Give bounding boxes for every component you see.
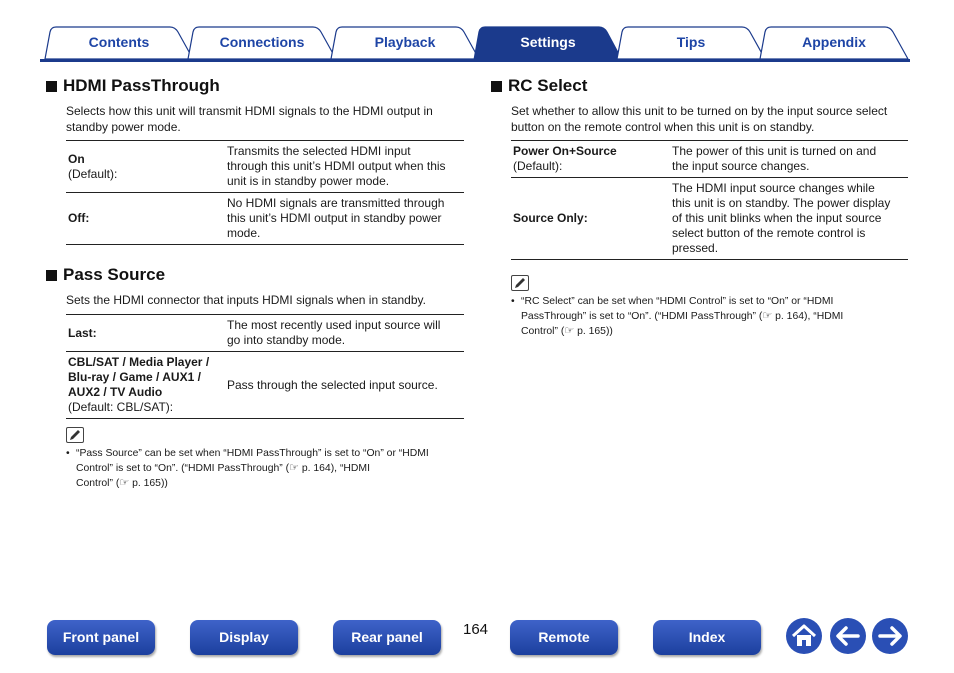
note-line: “RC Select” can be set when “HDMI Control” is set to “On” or “HDMI: [521, 296, 834, 307]
pencil-note-icon: [66, 427, 84, 443]
tab-connections[interactable]: [187, 26, 337, 60]
pass-source-title: Pass Source: [63, 265, 166, 284]
pointing-hand-icon: ☞: [564, 325, 575, 337]
tab-settings[interactable]: [473, 26, 623, 60]
value-line: The most recently used input source will: [227, 318, 441, 332]
bullet: •: [66, 448, 70, 459]
option-name: On: [68, 151, 85, 166]
tab-contents-label: Contents: [88, 34, 150, 50]
tab-underline: [40, 59, 910, 62]
tab-contents[interactable]: [44, 26, 194, 60]
pass-source-heading: [46, 265, 165, 285]
hdmi-passthrough-description: [66, 103, 466, 135]
bullet: •: [511, 296, 515, 307]
desc-line: button on the remote control when this unit is on standby.: [511, 120, 815, 134]
pencil-note-icon: [511, 275, 529, 291]
rc-select-title: RC Select: [508, 76, 588, 95]
tab-appendix[interactable]: [759, 26, 909, 60]
note-line: “Pass Source” can be set when “HDMI PassThrough” is set to “On” or “HDMI: [76, 448, 429, 459]
pointing-hand-icon: ☞: [289, 462, 299, 474]
note-line: p. 165)): [574, 326, 613, 337]
section-square-icon: [46, 270, 57, 281]
pointing-hand-icon: ☞: [762, 310, 773, 322]
value-line: No HDMI signals are transmitted through: [227, 196, 445, 210]
front-panel-button[interactable]: Front panel: [47, 620, 155, 655]
option-value: [225, 141, 464, 193]
tab-tips[interactable]: [616, 26, 766, 60]
note-line: Control” (: [521, 326, 565, 337]
pass-source-table: [66, 314, 464, 419]
table-row: [511, 178, 908, 260]
note-line: p. 164), “HDMI: [772, 311, 844, 322]
value-line: unit is in standby power mode.: [227, 174, 390, 188]
option-key: [66, 193, 225, 245]
note-line: Control” (: [76, 478, 120, 489]
home-icon-glyph: [785, 617, 823, 655]
back-arrow-icon-glyph: [829, 617, 867, 655]
value-line: Pass through the selected input source.: [227, 377, 438, 392]
rc-select-heading: [491, 76, 587, 96]
option-key: [511, 141, 670, 178]
value-line: through this unit’s HDMI output when this: [227, 159, 446, 173]
value-line: mode.: [227, 226, 261, 240]
tab-connections-label: Connections: [219, 34, 305, 50]
rc-select-note: [511, 295, 911, 339]
value-line: pressed.: [672, 241, 719, 255]
pass-source-description: Sets the HDMI connector that inputs HDMI signals when in standby.: [66, 293, 426, 307]
index-button[interactable]: Index: [653, 620, 761, 655]
back-arrow-icon[interactable]: [829, 617, 867, 655]
option-value: [670, 141, 908, 178]
pass-source-note: [66, 447, 466, 491]
display-button[interactable]: Display: [190, 620, 298, 655]
desc-line: Set whether to allow this unit to be turned on by the input source select: [511, 104, 888, 118]
rc-select-table: [511, 140, 908, 260]
forward-arrow-icon-glyph: [871, 617, 909, 655]
value-line: of this unit blinks when the input source: [672, 211, 882, 225]
option-name: CBL/SAT / Media Player /: [68, 355, 210, 369]
table-row: [66, 352, 464, 419]
option-name: AUX2 / TV Audio: [68, 385, 163, 399]
note-line: PassThrough” is set to “On”. (“HDMI PassThrough” (: [521, 311, 763, 322]
option-name: Blu-ray / Game / AUX1 /: [68, 370, 201, 384]
section-square-icon: [46, 81, 57, 92]
rc-select-description: [511, 103, 911, 135]
note-line: p. 165)): [129, 478, 168, 489]
value-line: Transmits the selected HDMI input: [227, 144, 411, 158]
tab-settings-label: Settings: [520, 34, 576, 50]
option-name: Power On+Source: [513, 144, 617, 158]
option-value: [225, 352, 464, 419]
home-icon[interactable]: [785, 617, 823, 655]
value-line: this unit is on standby. The power display: [672, 196, 891, 210]
option-name: Off:: [68, 211, 90, 225]
pencil-note-icon-glyph: [67, 428, 83, 442]
table-row: [66, 315, 464, 352]
remote-button[interactable]: Remote: [510, 620, 618, 655]
option-name: Last:: [68, 325, 97, 340]
tab-appendix-label: Appendix: [802, 34, 866, 50]
value-line: select button of the remote control is: [672, 226, 866, 240]
desc-line: Selects how this unit will transmit HDMI signals to the HDMI output in: [66, 104, 433, 118]
rear-panel-button[interactable]: Rear panel: [333, 620, 441, 655]
tab-playback-label: Playback: [374, 34, 436, 50]
page-number: 164: [463, 621, 489, 638]
pointing-hand-icon: ☞: [119, 477, 130, 489]
note-line: Control” is set to “On”. (“HDMI PassThrough” (: [76, 463, 290, 474]
value-line: the input source changes.: [672, 159, 810, 173]
note-line: p. 164), “HDMI: [298, 463, 370, 474]
option-default: (Default):: [513, 159, 563, 173]
hdmi-passthrough-heading: [46, 76, 220, 96]
option-key: [66, 352, 225, 419]
option-name: Source Only:: [513, 211, 588, 225]
hdmi-passthrough-table: [66, 140, 464, 245]
option-value: [225, 315, 464, 352]
section-square-icon: [491, 81, 502, 92]
tab-tips-label: Tips: [676, 34, 706, 50]
hdmi-passthrough-title: HDMI PassThrough: [63, 76, 220, 95]
table-row: [511, 141, 908, 178]
option-key: [66, 315, 225, 352]
pencil-note-icon-glyph: [512, 276, 528, 290]
tab-playback[interactable]: [330, 26, 480, 60]
forward-arrow-icon[interactable]: [871, 617, 909, 655]
option-key: [511, 178, 670, 260]
option-value: [670, 178, 908, 260]
table-row: [66, 141, 464, 193]
value-line: this unit’s HDMI output in standby power: [227, 211, 442, 225]
option-key: [66, 141, 225, 193]
option-value: [225, 193, 464, 245]
option-default: (Default):: [68, 166, 118, 181]
table-row: [66, 193, 464, 245]
value-line: go into standby mode.: [227, 333, 346, 347]
desc-line: standby power mode.: [66, 120, 181, 134]
tab-bar: [40, 26, 910, 62]
value-line: The power of this unit is turned on and: [672, 144, 877, 158]
value-line: The HDMI input source changes while: [672, 181, 875, 195]
option-default: (Default: CBL/SAT):: [68, 400, 174, 414]
